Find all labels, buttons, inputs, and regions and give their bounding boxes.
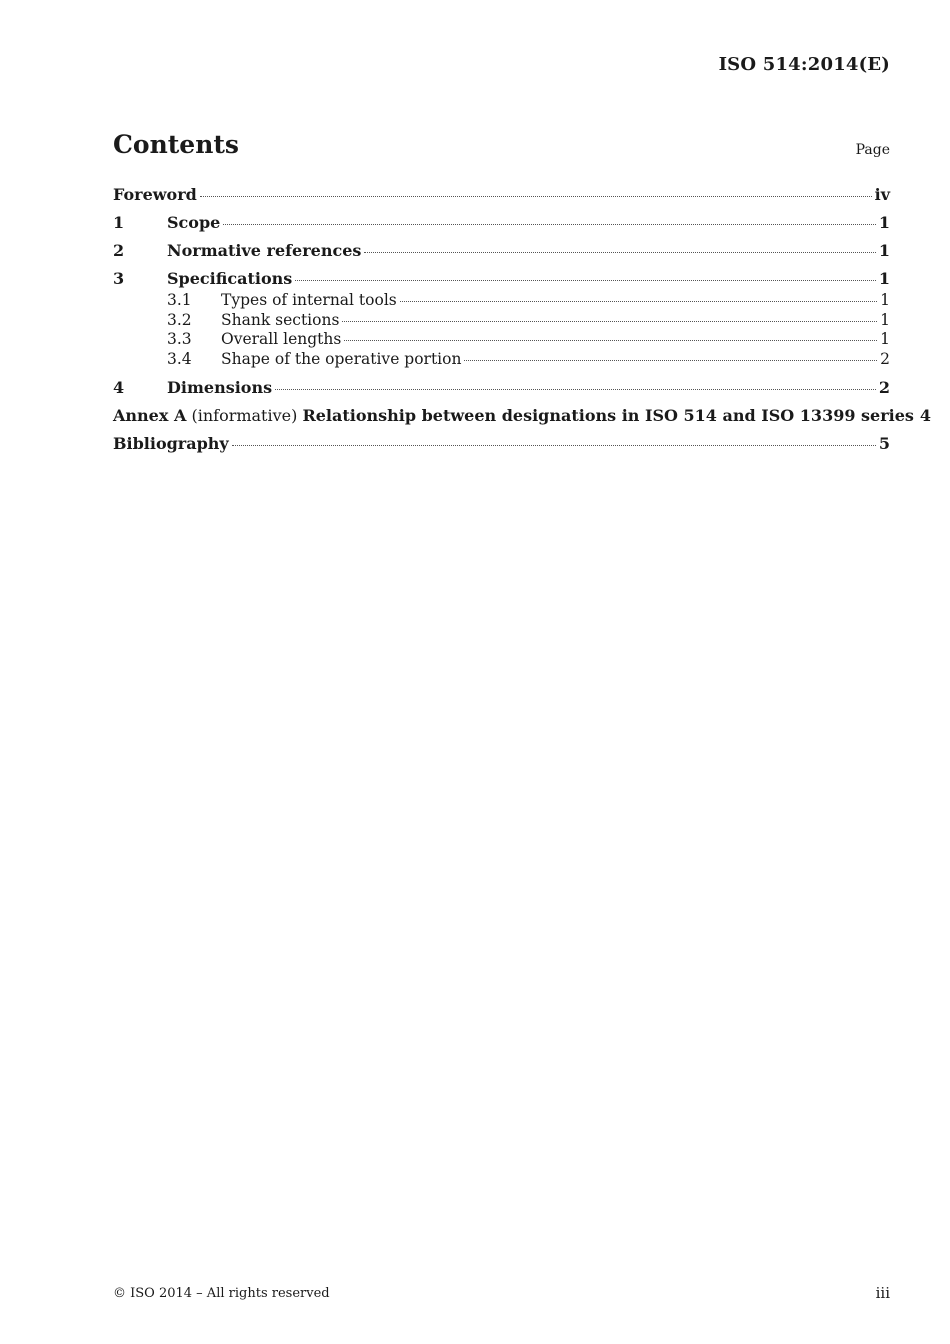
copyright-notice: © ISO 2014 – All rights reserved — [113, 1286, 330, 1301]
toc-entry-page: 2 — [880, 349, 890, 368]
contents-heading: Contents — [113, 130, 240, 159]
toc-entry-page: 2 — [878, 378, 890, 397]
leader-dots — [295, 280, 876, 281]
annex-title: Relationship between designations in ISO 514 and ISO 13399 series — [302, 406, 914, 425]
document-identifier: ISO 514:2014(E) — [718, 54, 890, 75]
table-of-contents — [113, 185, 932, 462]
toc-entry-specifications[interactable] — [113, 269, 890, 291]
toc-entry-number: 3.2 — [167, 310, 192, 329]
toc-entry-number: 3.1 — [167, 291, 192, 309]
toc-entry-number: 2 — [113, 241, 125, 260]
toc-entry-number: 1 — [113, 213, 125, 232]
page-column-label: Page — [855, 142, 890, 158]
toc-entry-number: 3 — [113, 269, 125, 288]
toc-entry-overall-lengths[interactable] — [113, 330, 890, 350]
leader-dots — [342, 321, 877, 322]
toc-entry-bibliography[interactable] — [113, 434, 890, 462]
toc-entry-scope[interactable] — [113, 213, 890, 241]
toc-entry-title: Dimensions — [167, 378, 273, 397]
toc-entry-title: Specifications — [167, 269, 293, 288]
toc-entry-number: 4 — [113, 378, 125, 397]
leader-dots — [464, 360, 877, 361]
toc-entry-page: 4 — [919, 406, 932, 425]
toc-entry-shank-sections[interactable] — [113, 311, 890, 331]
toc-entry-page: iv — [874, 185, 890, 204]
toc-entry-title: Bibliography — [113, 434, 229, 453]
leader-dots — [400, 301, 877, 302]
toc-entry-number: 3.3 — [167, 330, 192, 348]
toc-entry-title: Normative references — [167, 241, 362, 260]
leader-dots — [223, 224, 876, 225]
toc-entry-title: Shank sections — [221, 310, 340, 329]
toc-entry-foreword[interactable] — [113, 185, 890, 213]
toc-entry-page: 5 — [878, 434, 890, 453]
toc-entry-number: 3.4 — [167, 349, 192, 368]
toc-entry-title — [113, 406, 914, 425]
toc-entry-title: Types of internal tools — [221, 291, 397, 309]
annex-qualifier: (informative) — [186, 406, 303, 425]
toc-entry-title: Overall lengths — [221, 330, 342, 348]
leader-dots — [364, 252, 875, 253]
leader-dots — [275, 389, 876, 390]
toc-entry-page: 1 — [878, 213, 890, 232]
toc-entry-page: 1 — [880, 310, 890, 329]
toc-entry-title: Scope — [167, 213, 221, 232]
leader-dots — [200, 196, 872, 197]
toc-entry-title: Shape of the operative portion — [221, 349, 462, 368]
leader-dots — [344, 340, 877, 341]
toc-entry-title: Foreword — [113, 185, 197, 204]
toc-entry-page: 1 — [880, 291, 890, 309]
annex-prefix: Annex A — [113, 406, 187, 425]
toc-entry-types-of-internal-tools[interactable] — [113, 291, 890, 311]
toc-entry-normative-references[interactable] — [113, 241, 890, 269]
toc-entry-shape-of-operative-portion[interactable] — [113, 350, 890, 370]
leader-dots — [232, 445, 876, 446]
toc-entry-annex-a[interactable] — [113, 406, 932, 434]
toc-entry-page: 1 — [878, 269, 890, 288]
toc-entry-page: 1 — [880, 330, 890, 348]
toc-entry-dimensions[interactable] — [113, 378, 890, 406]
toc-entry-page: 1 — [878, 241, 890, 260]
page-number: iii — [875, 1284, 890, 1302]
